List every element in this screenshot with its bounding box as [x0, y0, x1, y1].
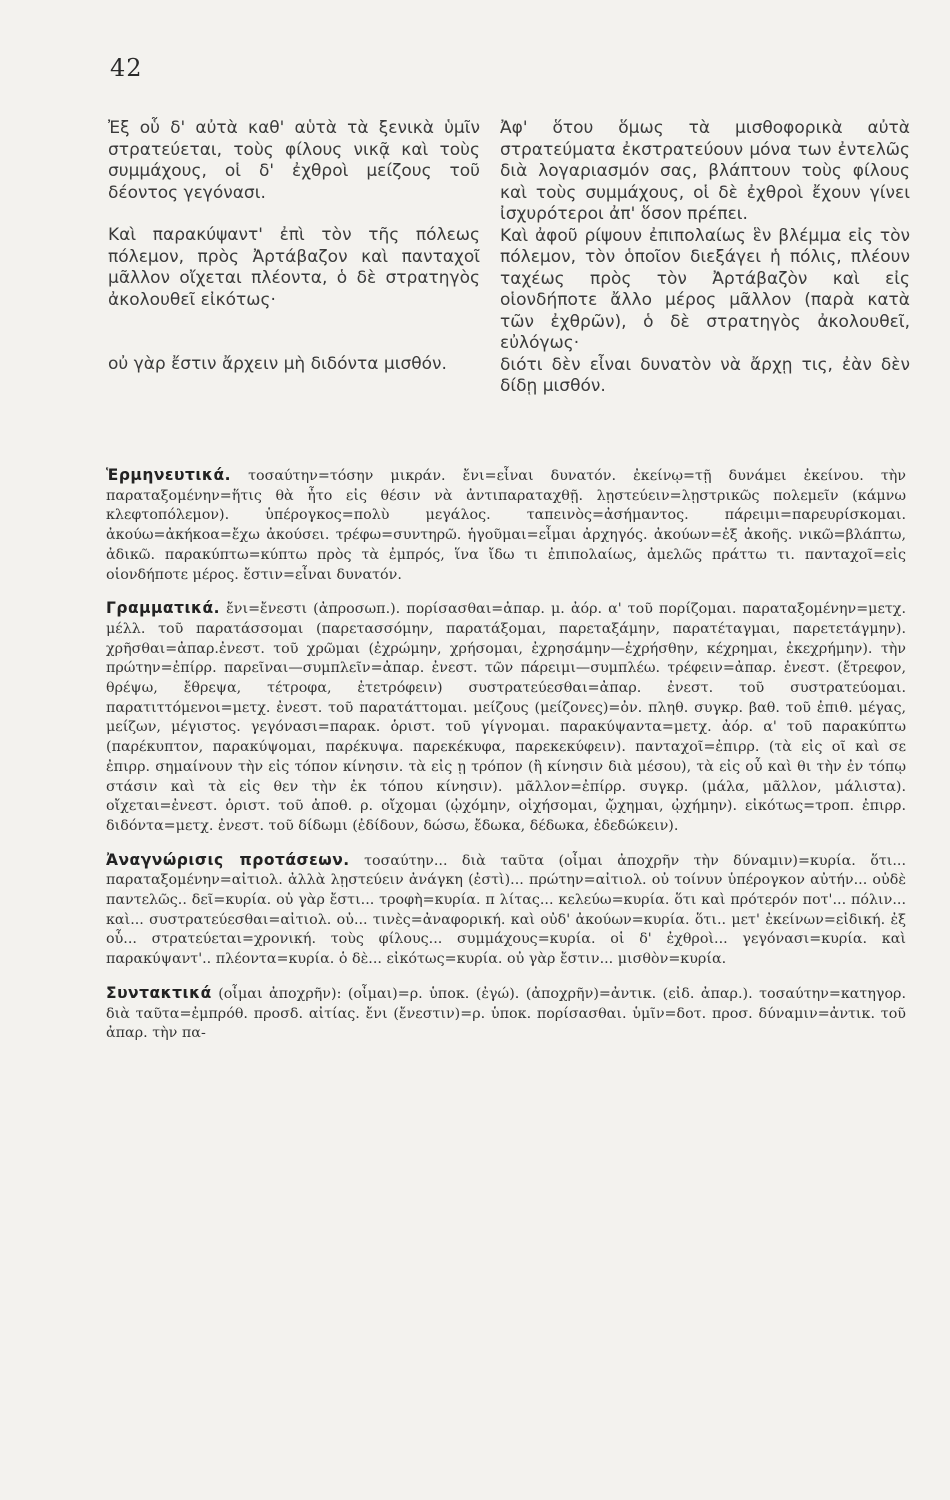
note-text: ἔνι=ἔνεστι (ἀπροσωπ.). πορίσασθαι=ἀπαρ. μ. ἀόρ. α' τοῦ πορίζομαι. παραταξομένην=μετχ. μέλλ. τοῦ παρατάσσομαι (παρετασσόμην, παρατάξομαι, παρεταξάμην, παρατέταγμαι, παρετετάγμην). χρῆσθαι=ἀπαρ.ἐνεστ. τοῦ χρῶμαι (ἐχρώμην, χρήσομαι, ἐχρησάμην—ἐχρήσθην, κέχρημαι, ἐκεχρήμην). τὴν πρώτην=ἐπίρρ. παρεῖναι—συμπλεῖν=ἀπαρ. ἐνεστ. τῶν πάρειμι—συμπλέω. τρέφειν=ἀπαρ. ἐνεστ. (ἔτρεφον, θρέψω, ἔθρεψα, τέτροφα, ἐτετρόφειν) συστρατεύεσθαι=ἀπαρ. ἐνεστ. τοῦ συστρατεύομαι. παρατιττόμενοι=μετχ. ἐνεστ. τοῦ παρατάττομαι. μείζους (μείζονες)=ὀν. πληθ. συγκρ. βαθ. τοῦ ἐπιθ. μέγας, μείζων, μέγιστος. γεγόνασι=παρακ. ὁριστ. τοῦ γίγνομαι. παρακύψαντα=μετχ. ἀόρ. α' τοῦ παρακύπτω (παρέκυπτον, παρακύψομαι, παρέκυψα. παρεκέκυφα, παρεκεκύφειν). πανταχοῖ=ἐπιρρ. (τὰ εἰς οῖ καὶ σε ἐπιρρ. σημαίνουν τὴν εἰς τόπον κίνησιν. τὰ εἰς ῃ τρόπον (ἢ κίνησιν διὰ μέσου), τὰ εἰς οὗ καὶ θι τὴν ἐν τόπῳ στάσιν καὶ τὰ εἰς θεν τὴν ἐκ τόπου κίνησιν). μᾶλλον=ἐπίρρ. συγκρ. (μάλα, μᾶλλον, μάλιστα). οἴχεται=ἐνεστ. ὁριστ. τοῦ ἀποθ. ρ. οἴχομαι (ᾠχόμην, οἰχήσομαι, ᾤχημαι, ᾠχήμην). εἰκότως=τροπ. ἐπιρρ. διδόντα=μετχ. ἐνεστ. τοῦ δίδωμι (ἐδίδουν, δώσω, ἔδωκα, δέδωκα, ἐδεδώκειν). [106, 601, 906, 834]
note-heading: Ἑρμηνευτικά. [106, 466, 231, 484]
translation-column [500, 118, 910, 398]
note-text: (οἶμαι ἀποχρῆν): (οἶμαι)=ρ. ὑποκ. (ἐγώ). (ἀποχρῆν)=ἀντικ. (εἰδ. ἀπαρ.). τοσαύτην=κατηγορ. διὰ ταῦτα=ἐμπρόθ. προσδ. αἰτίας. ἔνι (ἔνεστιν)=ρ. ὑποκ. πορίσασθαι. ὑμῖν=δοτ. προσ. δύναμιν=ἀντικ. τοῦ ἀπαρ. τὴν πα- [106, 985, 907, 1042]
original-paragraph-1: Ἐξ οὗ δ' αὐτὰ καθ' αὑτὰ τὰ ξενικὰ ὑμῖν στρατεύεται, τοὺς φίλους νικᾷ καὶ τοὺς συμμάχους, οἱ δ' ἐχθροὶ μείζους τοῦ δέοντος γεγόνασι. [108, 118, 480, 203]
note-text: τοσαύτην... διὰ ταῦτα (οἶμαι ἀποχρῆν τὴν δύναμιν)=κυρία. ὅτι... παραταξομένην=αἰτιολ. ἀλλὰ λῃστεύειν ἀνάγκη (ἐστὶ)... πρώτην=αἰτιολ. οὐ τοίνυν ὑπέρογκον αὐτήν... οὐδὲ παντελῶς.. δεῖ=κυρία. οὐ γὰρ ἔστι... τροφὴ=κυρία. π λίτας... κελεύω=κυρία. ὅτι καὶ πρότερόν ποτ'... πόλιν... καὶ... συστρατεύεσθαι=αἰτιολ. οὐ... τινὲς=ἀναφορική. καὶ οὐδ' ἀκούων=κυρία. ὅτι.. μετ' ἐκείνων=εἰδική. ἐξ οὗ... στρατεύεται=χρονική. τοὺς φίλους... συμμάχους=κυρία. οἱ δ' ἐχθροὶ... γεγόνασι=κυρία. καὶ παρακύψαντ'.. πλέοντα=κυρία. ὁ δὲ... εἰκότως=κυρία. οὐ γὰρ ἔστιν... μισθὸν=κυρία. [106, 852, 906, 968]
original-paragraph-3: οὐ γὰρ ἔστιν ἄρχειν μὴ διδόντα μισθόν. [108, 354, 447, 374]
note-interpretive [106, 466, 906, 585]
greek-original-column [108, 118, 480, 376]
note-heading: Γραμματικά. [106, 599, 221, 618]
note-clause-recognition [106, 851, 906, 970]
note-grammatical [106, 599, 906, 836]
note-heading: Ἀναγνώρισις προτάσεων. [106, 850, 350, 869]
translation-paragraph-1: Ἀφ' ὅτου ὅμως τὰ μισθοφορικὰ αὐτὰ στρατεύματα ἐκστρατεύουν μόνα των ἐντελῶς διὰ λογαριασμόν σας, βλάπτουν τοὺς φίλους καὶ τοὺς συμμάχους, οἱ δὲ ἐχθροὶ ἔχουν γίνει ἰσχυρότεροι ἀπ' ὅσον πρέπει. [500, 118, 910, 224]
translation-paragraph-2: Καὶ ἀφοῦ ρίψουν ἐπιπολαίως ἓν βλέμμα εἰς τὸν πόλεμον, τὸν ὁποῖον διεξάγει ἡ πόλις, πλέουν ταχέως πρὸς τὸν Ἀρτάβαζὸν καὶ εἰς οἱονδήποτε ἄλλο μέρος μᾶλλον (παρὰ κατὰ τῶν ἐχθρῶν), ὁ δὲ στρατηγὸς ἀκολουθεῖ, εὐλόγως· [500, 225, 910, 353]
note-text: τοσαύτην=τόσην μικράν. ἔνι=εἶναι δυνατόν. ἐκείνῳ=τῇ δυνάμει ἐκείνου. τὴν παραταξομένην=ἥτις θὰ ἦτο εἰς θέσιν νὰ ἀντιπαραταχθῇ. λῃστεύειν=λῃστρικῶς πολεμεῖν (κάμνω κλεφτοπόλεμον). ὑπέρογκος=πολὺ μεγάλος. ταπεινὸς=ἀσήμαντος. πάρειμι=παρευρίσκομαι. ἀκούω=ἀκήκοα=ἔχω ἀκούσει. τρέφω=συντηρῶ. ἡγοῦμαι=εἶμαι ἀρχηγός. ἀκούων=ἐξ ἀκοῆς. νικῶ=βλάπτω, ἀδικῶ. παρακύπτω=κύπτω πρὸς τὰ ἐμπρός, ἵνα ἴδω τι ἐπιπολαίως, ἀμελῶς πράττω τι. πανταχοῖ=εἰς οἱονδήποτε μέρος. ἔστιν=εἶναι δυνατόν. [106, 468, 906, 583]
original-paragraph-2: Καὶ παρακύψαντ' ἐπὶ τὸν τῆς πόλεως πόλεμον, πρὸς Ἀρτάβαζον καὶ πανταχοῖ μᾶλλον οἴχεται πλέοντα, ὁ δὲ στρατηγὸς ἀκολουθεῖ εἰκότως· [108, 225, 480, 310]
note-heading: Συντακτικά [106, 983, 212, 1002]
translation-paragraph-3: διότι δὲν εἶναι δυνατὸν νὰ ἄρχῃ τις, ἐὰν δὲν δίδῃ μισθόν. [500, 354, 910, 396]
note-syntactic [106, 984, 906, 1044]
commentary-notes [106, 466, 906, 1044]
page-number: 42 [110, 54, 143, 82]
